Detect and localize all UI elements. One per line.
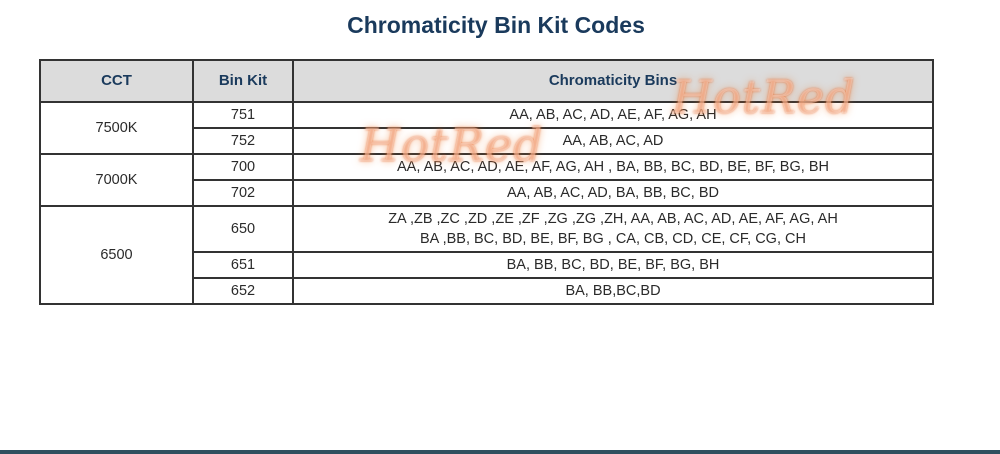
- chromaticity-bins-cell: AA, AB, AC, AD, AE, AF, AG, AH , BA, BB, BC, BD, BE, BF, BG, BH: [293, 154, 933, 180]
- page-title: Chromaticity Bin Kit Codes: [347, 12, 645, 38]
- chromaticity-bins-line: BA ,BB, BC, BD, BE, BF, BG , CA, CB, CD, CE, CF, CG, CH: [420, 231, 806, 247]
- bin-kit-cell: 651: [193, 252, 293, 278]
- table-row: [40, 206, 933, 252]
- cct-cell: 7500K: [40, 102, 193, 154]
- chromaticity-bins-cell: AA, AB, AC, AD: [293, 128, 933, 154]
- cct-cell: 6500: [40, 206, 193, 304]
- chromaticity-bins-cell: AA, AB, AC, AD, BA, BB, BC, BD: [293, 180, 933, 206]
- bin-kit-cell: 702: [193, 180, 293, 206]
- bin-kit-cell: 700: [193, 154, 293, 180]
- table-row: [40, 102, 933, 128]
- header-cct: CCT: [40, 60, 193, 102]
- bin-kit-table: [39, 59, 934, 305]
- chromaticity-bins-cell: BA, BB, BC, BD, BE, BF, BG, BH: [293, 252, 933, 278]
- bin-kit-cell: 752: [193, 128, 293, 154]
- watermark: HotRed: [360, 118, 544, 172]
- footer-divider: [0, 450, 1000, 454]
- bin-kit-cell: 652: [193, 278, 293, 304]
- cct-cell: 7000K: [40, 154, 193, 206]
- chromaticity-bins-cell: BA, BB,BC,BD: [293, 278, 933, 304]
- header-bin-kit: Bin Kit: [193, 60, 293, 102]
- chromaticity-bins-cell: AA, AB, AC, AD, AE, AF, AG, AH: [293, 102, 933, 128]
- header-chromaticity-bins: Chromaticity Bins: [293, 60, 933, 102]
- chromaticity-bins-cell: [293, 206, 933, 252]
- bin-kit-cell: 650: [193, 206, 293, 252]
- table-header-row: [40, 60, 933, 102]
- chromaticity-bins-line: ZA ,ZB ,ZC ,ZD ,ZE ,ZF ,ZG ,ZG ,ZH, AA, AB, AC, AD, AE, AF, AG, AH: [388, 211, 838, 227]
- table-row: [40, 154, 933, 180]
- bin-kit-cell: 751: [193, 102, 293, 128]
- watermark: HotRed: [672, 70, 856, 124]
